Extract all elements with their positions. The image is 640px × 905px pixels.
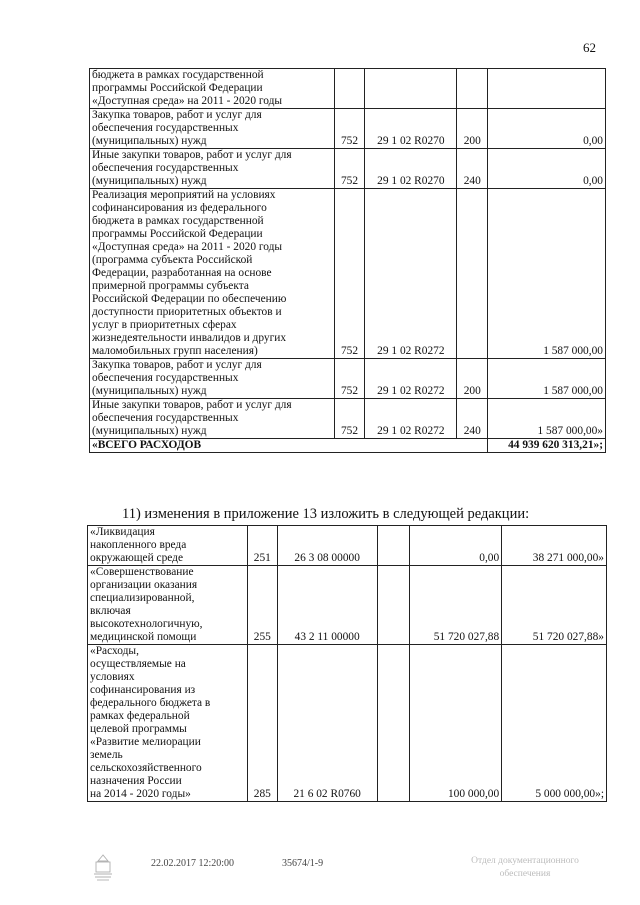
row-target-article xyxy=(365,69,457,109)
row-description: Закупка товаров, работ и услуг для обеспечения государственных (муниципальных) нужд xyxy=(90,359,335,399)
table-row xyxy=(90,69,606,109)
row-department-code: 752 xyxy=(334,189,365,359)
row-target-article: 29 1 02 R0270 xyxy=(365,109,457,149)
section-heading: 11) изменения в приложение 13 изложить в следующей редакции: xyxy=(122,506,530,522)
page-number: 62 xyxy=(583,40,596,55)
row-expense-type: 200 xyxy=(457,109,488,149)
row-target-article: 26 3 08 00000 xyxy=(277,526,377,566)
row-expense-type: 240 xyxy=(457,399,488,439)
row-target-article: 21 6 02 R0760 xyxy=(277,645,377,802)
footer-datetime: 22.02.2017 12:20:00 xyxy=(151,858,235,869)
department-watermark: Отдел документационного обеспечения xyxy=(471,856,579,879)
row-expense-type: 240 xyxy=(457,149,488,189)
row-amount-first: 100 000,00 xyxy=(410,645,502,802)
expenses-table-continued xyxy=(89,68,606,453)
row-expense-type xyxy=(377,645,410,802)
table-row xyxy=(88,566,607,645)
row-amount-second: 38 271 000,00» xyxy=(502,526,607,566)
row-department-code: 752 xyxy=(334,399,365,439)
row-description: «Ликвидация накопленного вреда окружающей среде xyxy=(88,526,248,566)
row-amount xyxy=(488,69,606,109)
total-row xyxy=(90,439,606,453)
row-amount: 1 587 000,00 xyxy=(488,189,606,359)
row-expense-type xyxy=(377,566,410,645)
row-amount: 1 587 000,00» xyxy=(488,399,606,439)
row-department-code: 285 xyxy=(247,645,277,802)
row-description: «Совершенствование организации оказания специализированной, включая высокотехнологичную, медицинской помощи xyxy=(88,566,248,645)
total-value: 44 939 620 313,21»; xyxy=(488,439,606,453)
table-row xyxy=(90,359,606,399)
row-amount-second: 5 000 000,00»; xyxy=(502,645,607,802)
row-department-code: 752 xyxy=(334,109,365,149)
row-expense-type: 200 xyxy=(457,359,488,399)
row-amount-second: 51 720 027,88» xyxy=(502,566,607,645)
table-row xyxy=(90,109,606,149)
row-target-article: 29 1 02 R0272 xyxy=(365,189,457,359)
row-department-code: 255 xyxy=(247,566,277,645)
row-department-code: 251 xyxy=(247,526,277,566)
row-description: Иные закупки товаров, работ и услуг для обеспечения государственных (муниципальных) нужд xyxy=(90,399,335,439)
emblem-stamp-icon xyxy=(90,852,116,886)
row-amount-first: 0,00 xyxy=(410,526,502,566)
row-amount: 0,00 xyxy=(488,149,606,189)
row-expense-type xyxy=(457,69,488,109)
row-department-code: 752 xyxy=(334,359,365,399)
row-description: Иные закупки товаров, работ и услуг для обеспечения государственных (муниципальных) нужд xyxy=(90,149,335,189)
row-target-article: 43 2 11 00000 xyxy=(277,566,377,645)
row-expense-type xyxy=(457,189,488,359)
table-row xyxy=(88,526,607,566)
row-target-article: 29 1 02 R0272 xyxy=(365,399,457,439)
row-description: «Расходы, осуществляемые на условиях софинансирования из федерального бюджета в рамках федеральной целевой программы «Развитие мелиорации земель сельскохозяйственного назначения России на 2014 - 2020 годы» xyxy=(88,645,248,802)
row-target-article: 29 1 02 R0272 xyxy=(365,359,457,399)
row-target-article: 29 1 02 R0270 xyxy=(365,149,457,189)
table-row xyxy=(90,149,606,189)
row-department-code xyxy=(334,69,365,109)
table-row xyxy=(90,189,606,359)
table-row xyxy=(90,399,606,439)
row-amount-first: 51 720 027,88 xyxy=(410,566,502,645)
row-expense-type xyxy=(377,526,410,566)
appendix-13-table xyxy=(87,525,607,802)
row-amount: 0,00 xyxy=(488,109,606,149)
table-row xyxy=(88,645,607,802)
row-department-code: 752 xyxy=(334,149,365,189)
row-description: Закупка товаров, работ и услуг для обеспечения государственных (муниципальных) нужд xyxy=(90,109,335,149)
row-amount: 1 587 000,00 xyxy=(488,359,606,399)
row-description: бюджета в рамках государственной программы Российской Федерации «Доступная среда» на 2011 - 2020 годы xyxy=(90,69,335,109)
total-label: «ВСЕГО РАСХОДОВ xyxy=(90,439,488,453)
row-description: Реализация мероприятий на условиях софинансирования из федерального бюджета в рамках государственной программы Российской Федерации «Доступная среда» на 2011 - 2020 годы (программа субъекта Российской Федерации, разработанная на основе примерной программы субъекта Российской Федерации по обеспечению доступности приоритетных объектов и услуг в приоритетных сферах жизнедеятельности инвалидов и других маломобильных групп населения) xyxy=(90,189,335,359)
footer-doc-id: 35674/1-9 xyxy=(282,858,324,869)
